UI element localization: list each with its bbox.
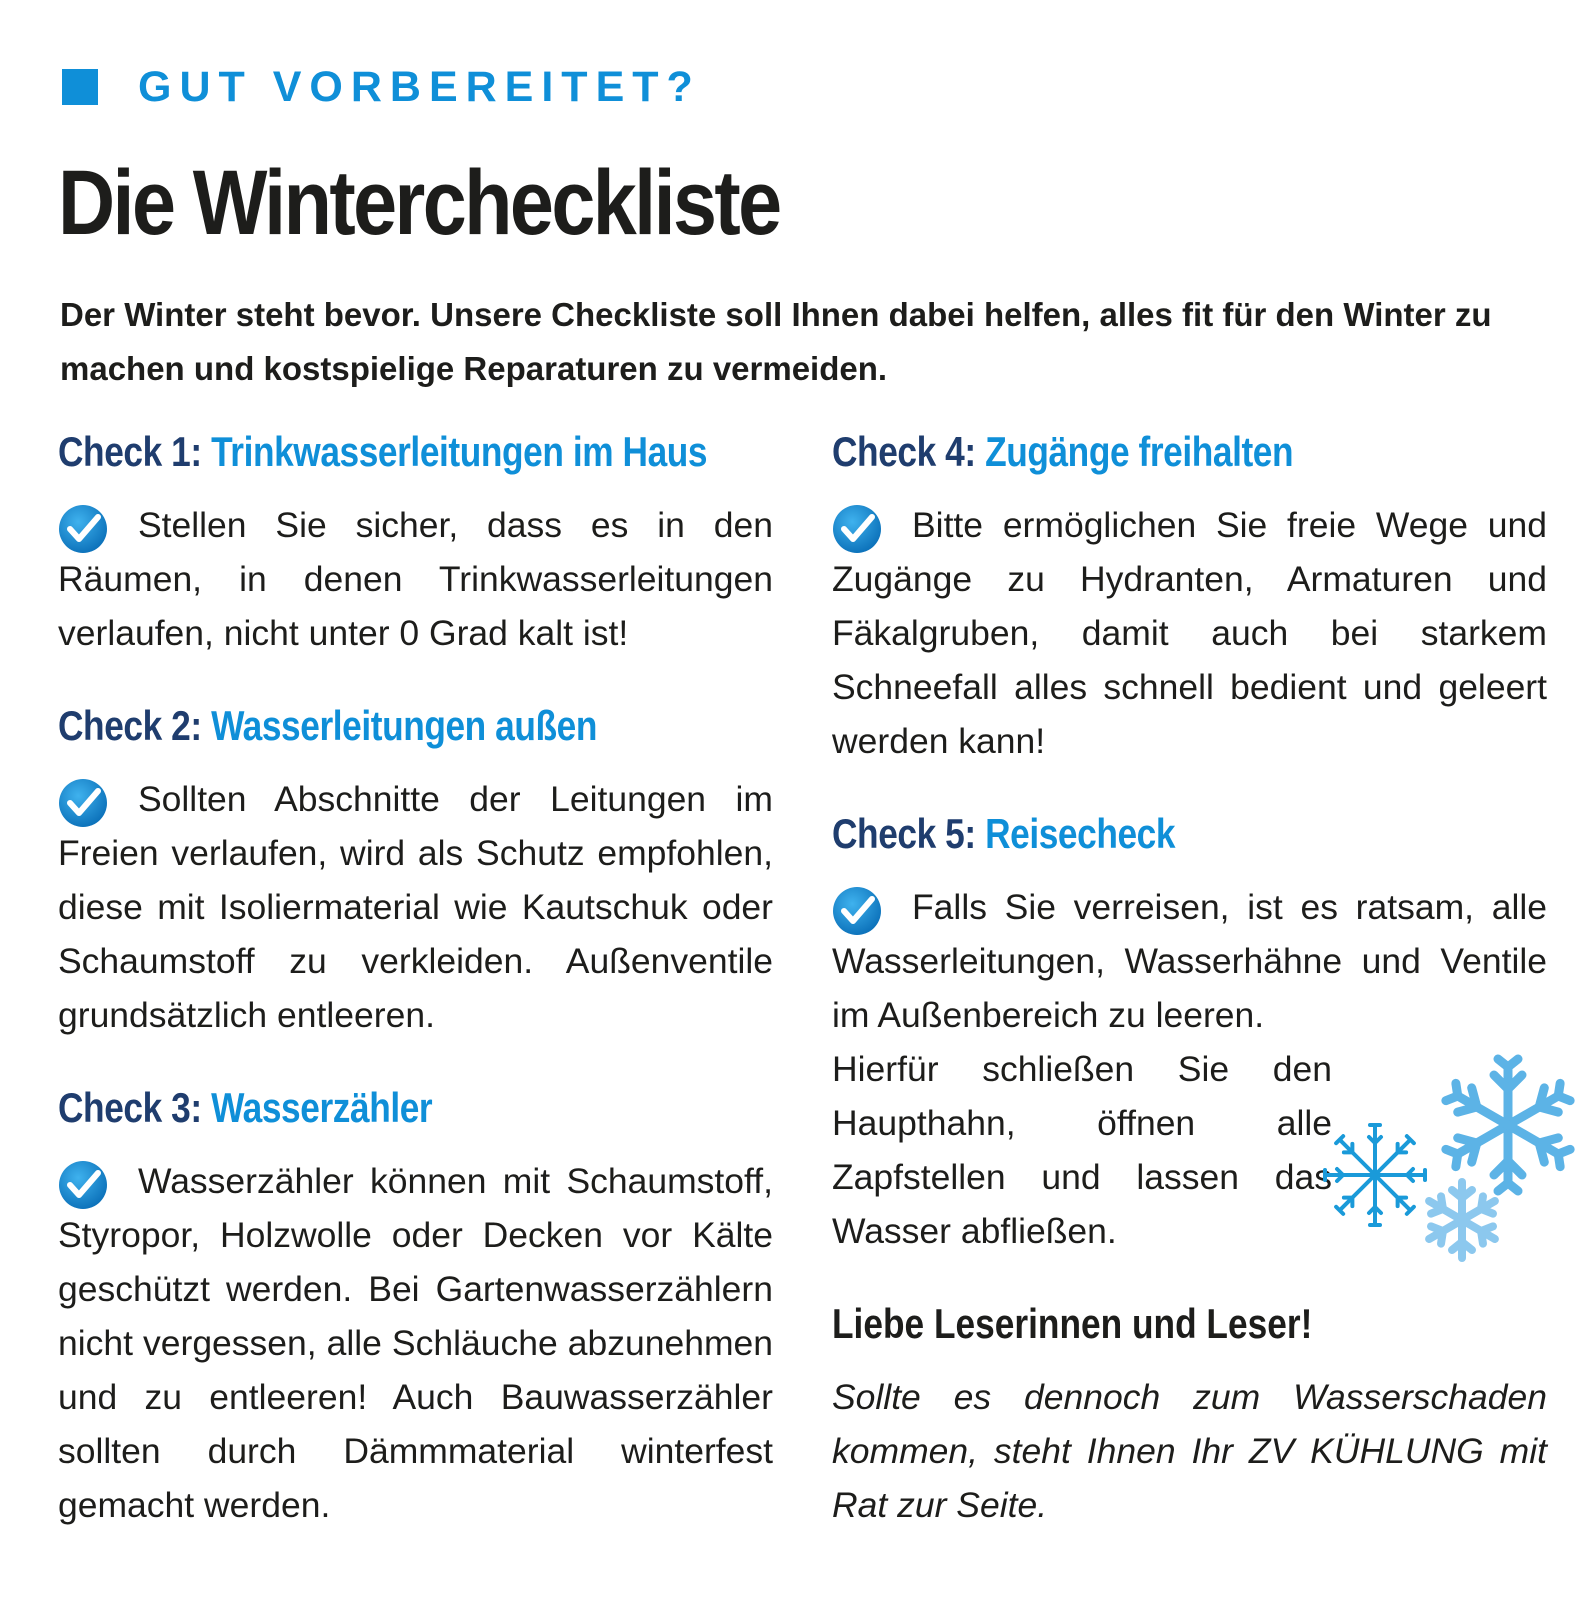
- check-2-topic: Wasserleitungen außen: [211, 702, 597, 749]
- check-2-item: [58, 772, 773, 1042]
- check-2-text: Sollten Abschnitte der Leitungen im Freien verlaufen, wird als Schutz empfohlen, diese mit Isoliermaterial wie Kautschuk oder Schaumstoff zu verkleiden. Außenventile grundsätzlich entleeren.: [58, 779, 773, 1035]
- check-1-item: [58, 498, 773, 660]
- check-3-topic: Wasserzähler: [211, 1084, 433, 1131]
- reader-text: Sollte es dennoch zum Wasserschaden kommen, steht Ihnen Ihr ZV KÜHLUNG mit Rat zur Seite.: [832, 1377, 1547, 1525]
- check-5-prefix: Check 5:: [832, 810, 976, 857]
- check-2-heading: [58, 698, 659, 754]
- reader-heading: Liebe Leserinnen und Leser!: [832, 1300, 1313, 1347]
- check-4-heading: [832, 424, 1433, 480]
- kicker-text: GUT VORBEREITET?: [138, 63, 701, 111]
- check-5-heading: [832, 806, 1433, 862]
- snowflake-icon: [1444, 1059, 1572, 1191]
- check-3-item: [58, 1154, 773, 1532]
- kicker: [62, 62, 701, 112]
- check-1-heading: [58, 424, 708, 480]
- intro-text: Der Winter steht bevor. Unsere Checkliste soll Ihnen dabei helfen, alles fit für den Winter zu machen und kostspielige Reparaturen zu vermeiden.: [60, 296, 1492, 387]
- check-5-topic: Reisecheck: [985, 810, 1176, 857]
- check-4-prefix: Check 4:: [832, 428, 976, 475]
- check-1-topic: Trinkwasserleitungen im Haus: [211, 428, 708, 475]
- check-4: [832, 424, 1547, 768]
- check-3-text: Wasserzähler können mit Schaumstoff, Styropor, Holzwolle oder Decken vor Kälte geschützt werden. Bei Gartenwasserzählern nicht vergessen, alle Schläuche abzunehmen und zu entleeren! Auch Bauwasserzähler sollten durch Dämmmaterial winterfest gemacht werden.: [58, 1161, 773, 1525]
- snowflake-decoration: [1320, 1050, 1586, 1310]
- check-5-text-continued: Hierfür schließen Sie den Haupthahn, öffnen alle Zapfstellen und lassen das Wasser abfließen.: [832, 1049, 1332, 1251]
- snowflake-icon: [1325, 1125, 1425, 1225]
- right-column: [832, 424, 1547, 1532]
- check-3: [58, 1080, 773, 1532]
- check-5-text: Falls Sie verreisen, ist es ratsam, alle Wasserleitungen, Wasserhähne und Ventile im Außenbereich zu leeren.: [832, 887, 1547, 1035]
- check-1-text: Stellen Sie sicher, dass es in den Räumen, in denen Trinkwasserleitungen verlaufen, nicht unter 0 Grad kalt ist!: [58, 505, 773, 653]
- check-1-prefix: Check 1:: [58, 428, 202, 475]
- check-4-text: Bitte ermöglichen Sie freie Wege und Zugänge zu Hydranten, Armaturen und Fäkalgruben, damit auch bei starkem Schneefall alles schnell bedient und geleert werden kann!: [832, 505, 1547, 761]
- check-4-item: [832, 498, 1547, 768]
- check-1: [58, 424, 773, 660]
- page-title: Die Wintercheckliste: [58, 152, 780, 254]
- reader-note: [832, 1296, 1547, 1532]
- check-2-prefix: Check 2:: [58, 702, 202, 749]
- check-2: [58, 698, 773, 1042]
- kicker-square-icon: [62, 69, 98, 105]
- check-3-heading: [58, 1080, 659, 1136]
- check-4-topic: Zugänge freihalten: [985, 428, 1294, 475]
- snowflake-icon: [1424, 1182, 1500, 1258]
- check-3-prefix: Check 3:: [58, 1084, 202, 1131]
- left-column: [58, 424, 773, 1532]
